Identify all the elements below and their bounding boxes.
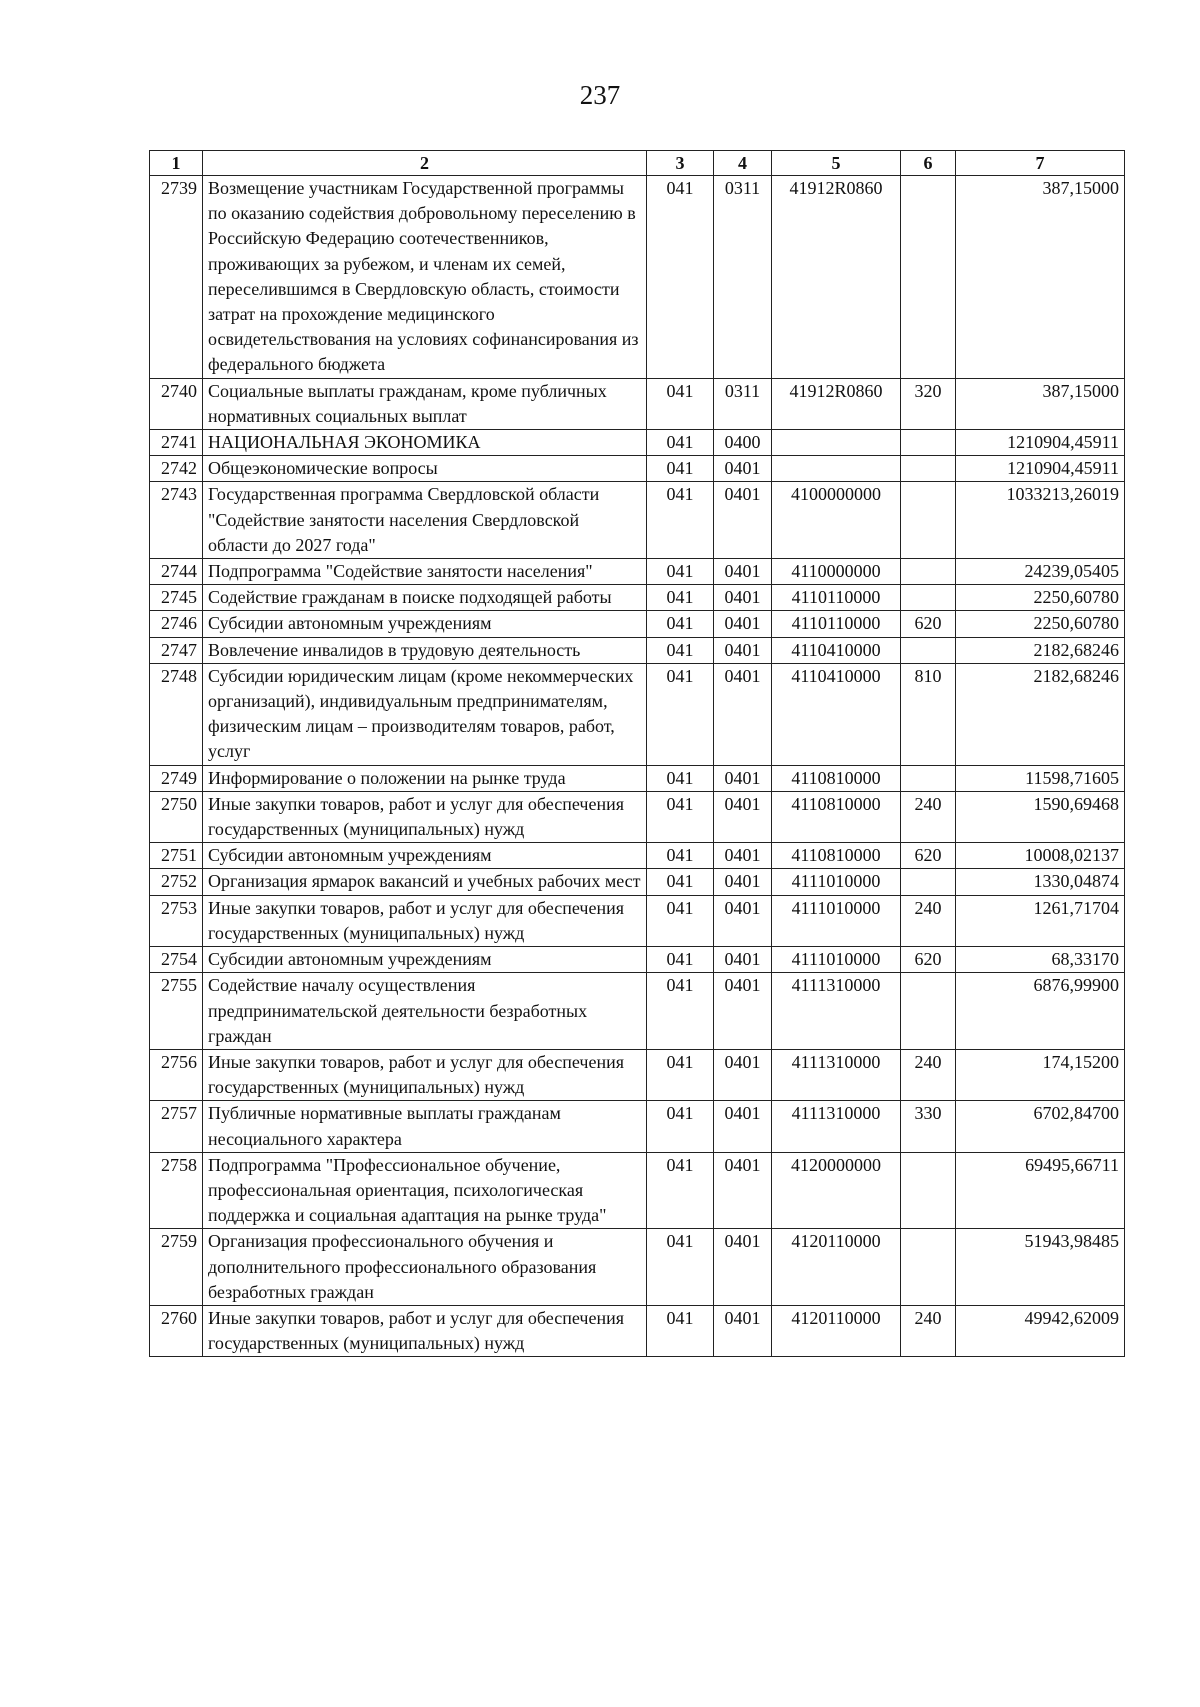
row-amount: 2250,60780 [956, 585, 1125, 611]
row-number: 2743 [150, 482, 203, 559]
row-expense-code: 810 [901, 663, 956, 765]
row-section-code: 0401 [714, 482, 772, 559]
row-amount: 49942,62009 [956, 1305, 1125, 1356]
row-section-code: 0401 [714, 559, 772, 585]
table-row [150, 637, 1125, 663]
table-header [150, 151, 1125, 176]
row-section-code: 0401 [714, 611, 772, 637]
row-expense-code [901, 585, 956, 611]
column-header: 1 [150, 151, 203, 176]
table-row [150, 973, 1125, 1050]
row-number: 2748 [150, 663, 203, 765]
table-row [150, 663, 1125, 765]
row-expense-code: 330 [901, 1101, 956, 1152]
row-amount: 174,15200 [956, 1049, 1125, 1100]
row-amount: 1330,04874 [956, 869, 1125, 895]
budget-table [149, 150, 1125, 1357]
row-expense-code: 240 [901, 791, 956, 842]
row-number: 2758 [150, 1152, 203, 1229]
row-target-code: 4110110000 [772, 611, 901, 637]
table-row [150, 1049, 1125, 1100]
row-target-code: 4111010000 [772, 895, 901, 946]
row-amount: 2250,60780 [956, 611, 1125, 637]
row-name: Публичные нормативные выплаты гражданам несоциального характера [203, 1101, 647, 1152]
column-header: 5 [772, 151, 901, 176]
row-expense-code: 320 [901, 378, 956, 429]
row-name: Вовлечение инвалидов в трудовую деятельность [203, 637, 647, 663]
row-section-code: 0401 [714, 1152, 772, 1229]
row-target-code: 4110410000 [772, 663, 901, 765]
row-expense-code: 620 [901, 611, 956, 637]
row-ministry-code: 041 [647, 176, 714, 379]
row-section-code: 0401 [714, 765, 772, 791]
row-name: Субсидии юридическим лицам (кроме некоммерческих организаций), индивидуальным предпринимателям, физическим лицам – производителям товаров, работ, услуг [203, 663, 647, 765]
row-section-code: 0401 [714, 869, 772, 895]
row-amount: 68,33170 [956, 947, 1125, 973]
row-expense-code [901, 973, 956, 1050]
row-name: Информирование о положении на рынке труда [203, 765, 647, 791]
row-name: Содействие началу осуществления предпринимательской деятельности безработных граждан [203, 973, 647, 1050]
row-amount: 69495,66711 [956, 1152, 1125, 1229]
row-ministry-code: 041 [647, 585, 714, 611]
row-name: Социальные выплаты гражданам, кроме публичных нормативных социальных выплат [203, 378, 647, 429]
row-number: 2751 [150, 843, 203, 869]
row-section-code: 0401 [714, 895, 772, 946]
row-section-code: 0401 [714, 637, 772, 663]
row-number: 2746 [150, 611, 203, 637]
row-name: Субсидии автономным учреждениям [203, 611, 647, 637]
row-target-code: 4110410000 [772, 637, 901, 663]
row-section-code: 0401 [714, 663, 772, 765]
row-ministry-code: 041 [647, 456, 714, 482]
row-name: Подпрограмма "Профессиональное обучение, профессиональная ориентация, психологическая поддержка и социальная адаптация на рынке труда" [203, 1152, 647, 1229]
row-ministry-code: 041 [647, 663, 714, 765]
row-section-code: 0401 [714, 585, 772, 611]
row-section-code: 0400 [714, 430, 772, 456]
row-expense-code: 620 [901, 947, 956, 973]
row-expense-code: 620 [901, 843, 956, 869]
row-expense-code [901, 482, 956, 559]
column-header: 7 [956, 151, 1125, 176]
row-amount: 24239,05405 [956, 559, 1125, 585]
row-target-code: 4120110000 [772, 1229, 901, 1306]
row-number: 2753 [150, 895, 203, 946]
table-row [150, 176, 1125, 379]
table-row [150, 791, 1125, 842]
row-number: 2754 [150, 947, 203, 973]
table-row [150, 1101, 1125, 1152]
row-target-code: 4111310000 [772, 973, 901, 1050]
row-section-code: 0401 [714, 973, 772, 1050]
row-ministry-code: 041 [647, 973, 714, 1050]
column-header: 6 [901, 151, 956, 176]
row-name: Иные закупки товаров, работ и услуг для обеспечения государственных (муниципальных) нужд [203, 791, 647, 842]
row-target-code: 4100000000 [772, 482, 901, 559]
row-section-code: 0401 [714, 1229, 772, 1306]
row-target-code: 4111310000 [772, 1101, 901, 1152]
row-section-code: 0401 [714, 1049, 772, 1100]
row-ministry-code: 041 [647, 1152, 714, 1229]
table-row [150, 947, 1125, 973]
row-number: 2740 [150, 378, 203, 429]
row-expense-code [901, 765, 956, 791]
row-amount: 1590,69468 [956, 791, 1125, 842]
row-name: Общеэкономические вопросы [203, 456, 647, 482]
table-row [150, 482, 1125, 559]
row-number: 2741 [150, 430, 203, 456]
row-ministry-code: 041 [647, 1229, 714, 1306]
row-expense-code: 240 [901, 895, 956, 946]
row-amount: 2182,68246 [956, 663, 1125, 765]
column-header: 2 [203, 151, 647, 176]
row-number: 2745 [150, 585, 203, 611]
row-target-code: 4110110000 [772, 585, 901, 611]
row-name: Содействие гражданам в поиске подходящей работы [203, 585, 647, 611]
row-ministry-code: 041 [647, 1101, 714, 1152]
row-number: 2744 [150, 559, 203, 585]
row-name: Подпрограмма "Содействие занятости населения" [203, 559, 647, 585]
row-expense-code [901, 176, 956, 379]
table-row [150, 895, 1125, 946]
row-ministry-code: 041 [647, 482, 714, 559]
row-name: Иные закупки товаров, работ и услуг для обеспечения государственных (муниципальных) нужд [203, 1049, 647, 1100]
row-ministry-code: 041 [647, 895, 714, 946]
row-ministry-code: 041 [647, 559, 714, 585]
row-amount: 387,15000 [956, 378, 1125, 429]
row-ministry-code: 041 [647, 791, 714, 842]
row-expense-code [901, 637, 956, 663]
row-target-code: 4111010000 [772, 947, 901, 973]
row-section-code: 0401 [714, 456, 772, 482]
table-row [150, 1152, 1125, 1229]
row-ministry-code: 041 [647, 1049, 714, 1100]
row-ministry-code: 041 [647, 637, 714, 663]
table-row [150, 456, 1125, 482]
row-ministry-code: 041 [647, 765, 714, 791]
header-row [150, 151, 1125, 176]
table-row [150, 869, 1125, 895]
row-section-code: 0401 [714, 1101, 772, 1152]
table-row [150, 430, 1125, 456]
row-number: 2739 [150, 176, 203, 379]
row-number: 2749 [150, 765, 203, 791]
row-amount: 6702,84700 [956, 1101, 1125, 1152]
row-number: 2750 [150, 791, 203, 842]
row-expense-code [901, 559, 956, 585]
table-row [150, 765, 1125, 791]
row-name: НАЦИОНАЛЬНАЯ ЭКОНОМИКА [203, 430, 647, 456]
row-section-code: 0401 [714, 947, 772, 973]
row-ministry-code: 041 [647, 378, 714, 429]
row-name: Иные закупки товаров, работ и услуг для обеспечения государственных (муниципальных) нужд [203, 1305, 647, 1356]
row-expense-code [901, 456, 956, 482]
row-section-code: 0401 [714, 1305, 772, 1356]
row-ministry-code: 041 [647, 430, 714, 456]
row-amount: 1210904,45911 [956, 456, 1125, 482]
row-target-code: 41912R0860 [772, 378, 901, 429]
row-target-code: 4110810000 [772, 765, 901, 791]
row-number: 2757 [150, 1101, 203, 1152]
row-name: Субсидии автономным учреждениям [203, 843, 647, 869]
table-row [150, 1305, 1125, 1356]
row-expense-code [901, 1152, 956, 1229]
row-ministry-code: 041 [647, 611, 714, 637]
table-row [150, 378, 1125, 429]
row-ministry-code: 041 [647, 947, 714, 973]
row-expense-code [901, 869, 956, 895]
row-number: 2756 [150, 1049, 203, 1100]
row-target-code: 41912R0860 [772, 176, 901, 379]
row-target-code [772, 456, 901, 482]
table-row [150, 559, 1125, 585]
row-expense-code [901, 430, 956, 456]
row-number: 2759 [150, 1229, 203, 1306]
table-row [150, 1229, 1125, 1306]
row-section-code: 0311 [714, 176, 772, 379]
table-body [150, 176, 1125, 1357]
table-row [150, 843, 1125, 869]
row-expense-code: 240 [901, 1049, 956, 1100]
column-header: 4 [714, 151, 772, 176]
row-section-code: 0401 [714, 843, 772, 869]
row-target-code: 4110810000 [772, 791, 901, 842]
row-ministry-code: 041 [647, 843, 714, 869]
row-number: 2752 [150, 869, 203, 895]
row-target-code: 4110000000 [772, 559, 901, 585]
row-name: Организация ярмарок вакансий и учебных рабочих мест [203, 869, 647, 895]
column-header: 3 [647, 151, 714, 176]
row-number: 2742 [150, 456, 203, 482]
row-amount: 1261,71704 [956, 895, 1125, 946]
row-target-code: 4111310000 [772, 1049, 901, 1100]
row-name: Иные закупки товаров, работ и услуг для обеспечения государственных (муниципальных) нужд [203, 895, 647, 946]
row-section-code: 0401 [714, 791, 772, 842]
row-expense-code [901, 1229, 956, 1306]
row-name: Субсидии автономным учреждениям [203, 947, 647, 973]
row-amount: 1033213,26019 [956, 482, 1125, 559]
row-amount: 6876,99900 [956, 973, 1125, 1050]
row-ministry-code: 041 [647, 1305, 714, 1356]
row-amount: 387,15000 [956, 176, 1125, 379]
row-number: 2747 [150, 637, 203, 663]
row-amount: 51943,98485 [956, 1229, 1125, 1306]
row-amount: 1210904,45911 [956, 430, 1125, 456]
table-row [150, 585, 1125, 611]
row-number: 2760 [150, 1305, 203, 1356]
page-number: 237 [579, 80, 621, 110]
row-number: 2755 [150, 973, 203, 1050]
row-target-code [772, 430, 901, 456]
row-amount: 10008,02137 [956, 843, 1125, 869]
row-ministry-code: 041 [647, 869, 714, 895]
row-target-code: 4110810000 [772, 843, 901, 869]
row-target-code: 4120110000 [772, 1305, 901, 1356]
row-expense-code: 240 [901, 1305, 956, 1356]
row-name: Государственная программа Свердловской области "Содействие занятости населения Свердловской области до 2027 года" [203, 482, 647, 559]
row-section-code: 0311 [714, 378, 772, 429]
table-row [150, 611, 1125, 637]
row-name: Возмещение участникам Государственной программы по оказанию содействия добровольному переселению в Российскую Федерацию соотечественников, проживающих за рубежом, и членам их семей, переселившимся в Свердловскую область, стоимости затрат на прохождение медицинского освидетельствования на условиях софинансирования из федерального бюджета [203, 176, 647, 379]
row-target-code: 4120000000 [772, 1152, 901, 1229]
row-target-code: 4111010000 [772, 869, 901, 895]
row-amount: 2182,68246 [956, 637, 1125, 663]
row-amount: 11598,71605 [956, 765, 1125, 791]
row-name: Организация профессионального обучения и дополнительного профессионального образования безработных граждан [203, 1229, 647, 1306]
